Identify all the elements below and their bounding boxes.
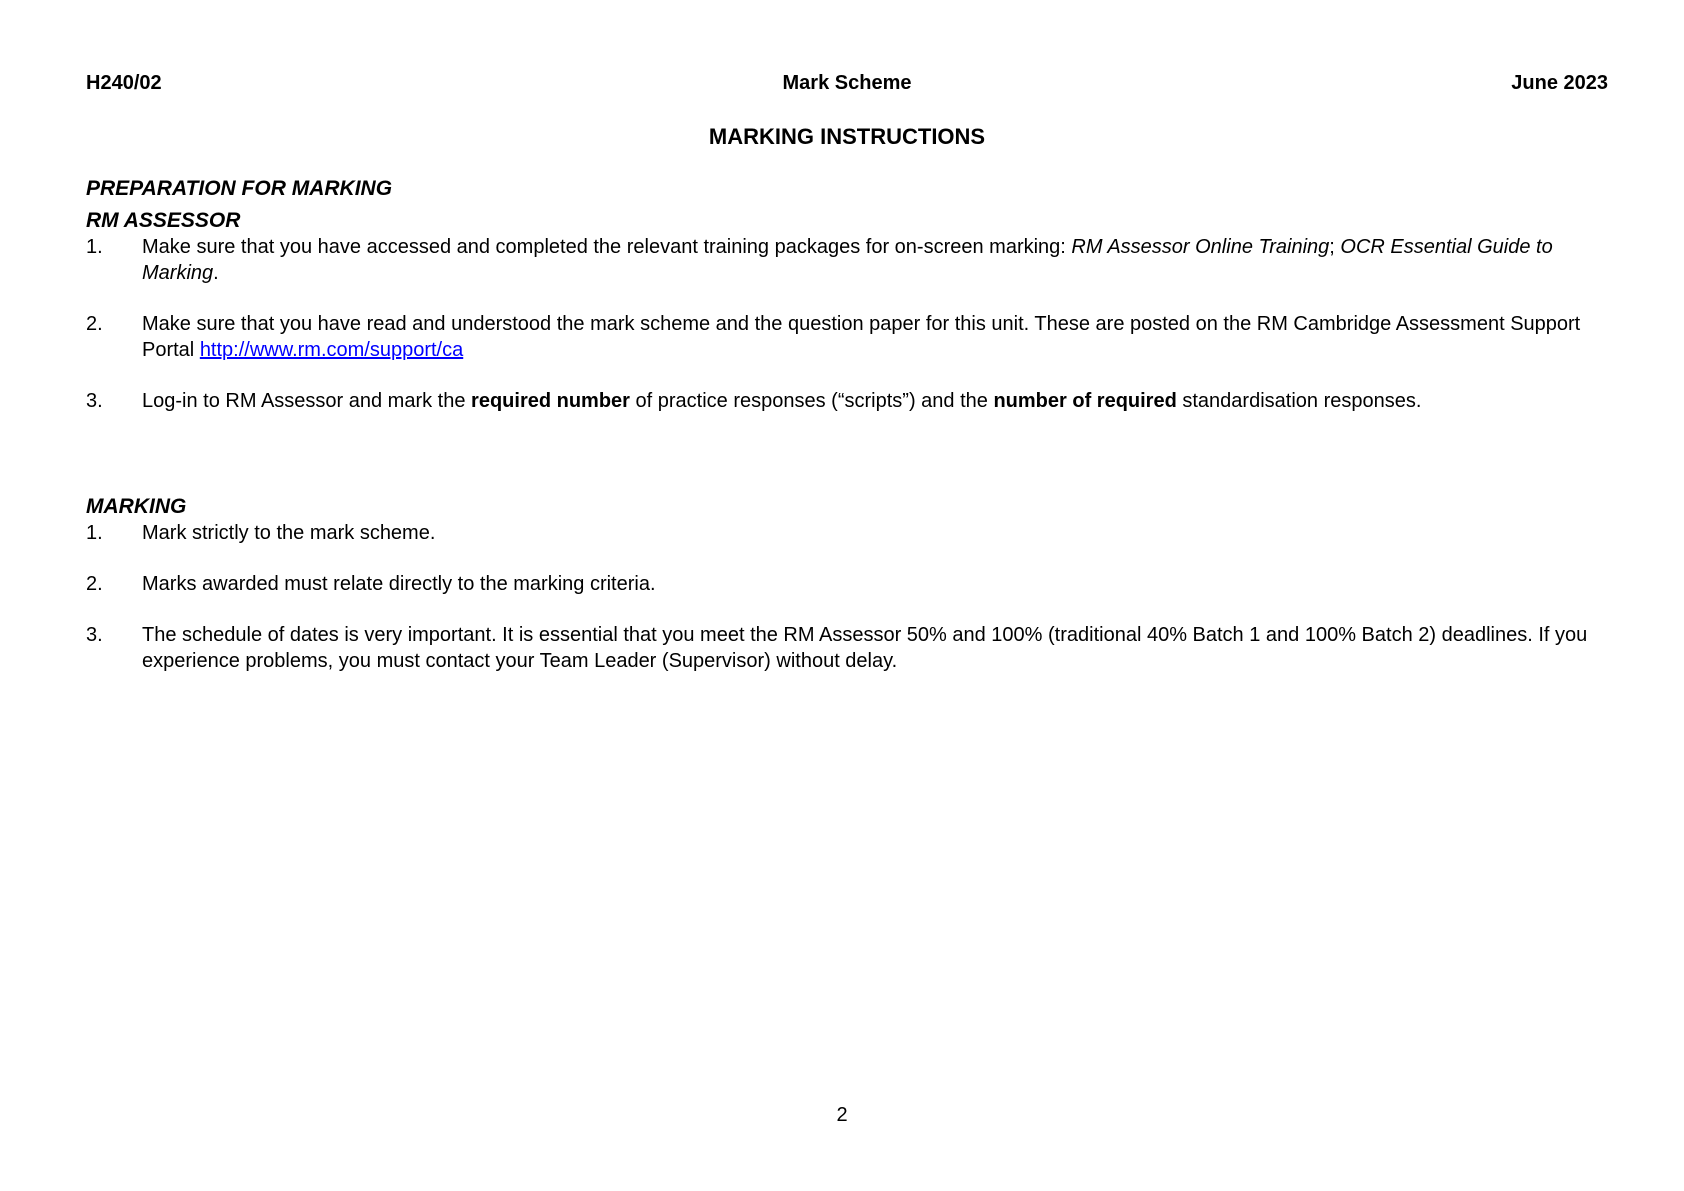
item-text: Marks awarded must relate directly to the marking criteria. bbox=[142, 573, 656, 595]
item-text: standardisation responses. bbox=[1176, 390, 1422, 412]
item-end: . bbox=[213, 262, 219, 284]
item-number: 2. bbox=[86, 573, 103, 595]
exam-date: June 2023 bbox=[1511, 72, 1608, 94]
page-header bbox=[86, 72, 1608, 98]
preparation-item-2 bbox=[86, 311, 1626, 363]
item-number: 1. bbox=[86, 522, 103, 544]
marking-item-3 bbox=[86, 622, 1626, 674]
page-title: MARKING INSTRUCTIONS bbox=[708, 124, 986, 149]
item-separator: ; bbox=[1329, 236, 1341, 258]
marking-item-1 bbox=[86, 520, 1626, 546]
item-number: 3. bbox=[86, 624, 103, 646]
marking-heading: MARKING bbox=[86, 495, 187, 518]
support-portal-link[interactable]: http://www.rm.com/support/ca bbox=[199, 339, 464, 361]
preparation-heading: PREPARATION FOR MARKING bbox=[86, 177, 393, 200]
item-text: of practice responses (“scripts”) and the bbox=[629, 390, 994, 412]
item-text: Make sure that you have accessed and completed the relevant training packages for on-screen marking: bbox=[142, 236, 1072, 258]
preparation-item-1 bbox=[86, 234, 1626, 286]
rm-assessor-subheading: RM ASSESSOR bbox=[86, 209, 241, 232]
preparation-item-3 bbox=[86, 388, 1626, 414]
item-text: Make sure that you have read and understood the mark scheme and the question paper for this unit. These are posted on the RM Cambridge Assessment Support Portal bbox=[142, 313, 1581, 361]
emphasis-required-number: required number bbox=[471, 390, 630, 412]
preparation-section bbox=[86, 176, 1626, 439]
item-text: Log-in to RM Assessor and mark the bbox=[142, 390, 472, 412]
marking-item-2 bbox=[86, 571, 1626, 597]
item-text: The schedule of dates is very important. It is essential that you meet the RM Assessor 50% and 100% (traditional 40% Batch 1 and 100% Batch 2) deadlines. If you experience problems, you must contact your Team Leader (Supervisor) without delay. bbox=[142, 624, 1588, 672]
training-name: RM Assessor Online Training bbox=[1071, 236, 1330, 258]
item-text: Mark strictly to the mark scheme. bbox=[142, 522, 436, 544]
page-number: 2 bbox=[836, 1104, 848, 1126]
guide-name: OCR Essential Guide to Marking bbox=[142, 236, 1553, 284]
document-title: Mark Scheme bbox=[782, 72, 912, 94]
item-number: 1. bbox=[86, 236, 103, 258]
emphasis-number-of-required: number of required bbox=[993, 390, 1177, 412]
item-number: 3. bbox=[86, 390, 103, 412]
item-number: 2. bbox=[86, 313, 103, 335]
marking-section bbox=[86, 494, 1626, 699]
paper-code: H240/02 bbox=[86, 72, 162, 94]
